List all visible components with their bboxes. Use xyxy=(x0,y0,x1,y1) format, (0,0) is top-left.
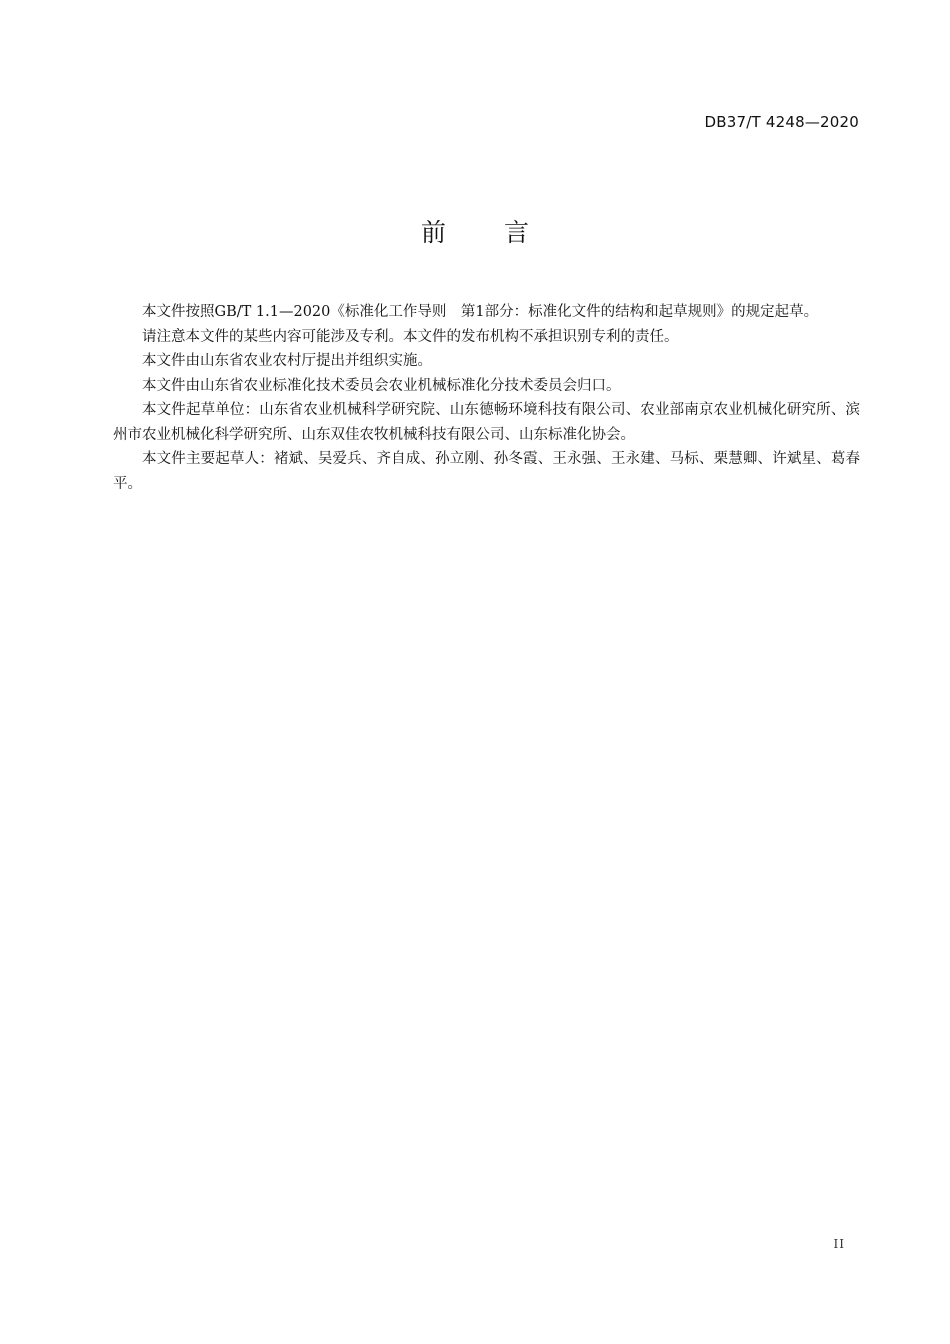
page-title xyxy=(0,213,950,249)
paragraph-drafters: 本文件主要起草人：褚斌、吴爱兵、齐自成、孙立刚、孙冬霞、王永强、王永建、马标、栗慧卿、许斌星、葛春平。 xyxy=(113,451,860,492)
foreword-body xyxy=(113,300,860,496)
paragraph-drafting-units: 本文件起草单位：山东省农业机械科学研究院、山东德畅环境科技有限公司、农业部南京农业机械化研究所、滨州市农业机械化科学研究所、山东双佳农牧机械科技有限公司、山东标准化协会。 xyxy=(113,402,860,443)
page-number: II xyxy=(833,1237,845,1251)
title-char-1: 前 xyxy=(420,218,446,247)
title-char-2: 言 xyxy=(504,218,530,247)
paragraph-drafting-rules: 本文件按照GB/T 1.1—2020《标准化工作导则 第1部分：标准化文件的结构和起草规则》的规定起草。 xyxy=(142,304,819,320)
paragraph-committee: 本文件由山东省农业标准化技术委员会农业机械标准化分技术委员会归口。 xyxy=(142,377,621,394)
paragraph-patent-notice: 请注意本文件的某些内容可能涉及专利。本文件的发布机构不承担识别专利的责任。 xyxy=(142,328,679,345)
standard-code: DB37/T 4248—2020 xyxy=(704,113,859,131)
paragraph-proposer: 本文件由山东省农业农村厅提出并组织实施。 xyxy=(142,353,432,369)
